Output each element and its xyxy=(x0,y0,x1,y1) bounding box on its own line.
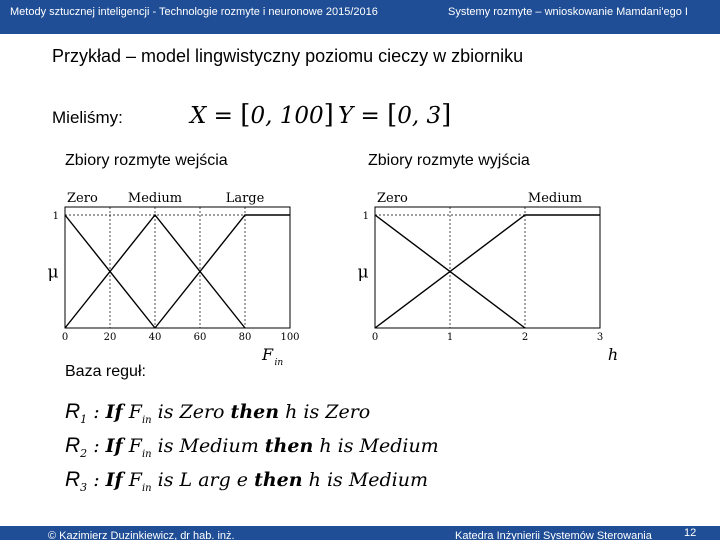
recap-label: Mieliśmy: xyxy=(52,108,123,127)
in-series-line-large xyxy=(155,215,290,328)
bracket-close: ] xyxy=(441,100,452,130)
header-topic: Systemy rozmyte – wnioskowanie Mamdani'ego I xyxy=(448,6,688,18)
rule-input-var: F xyxy=(128,435,142,457)
bracket-open: [ xyxy=(387,100,398,130)
output-membership-chart xyxy=(350,182,619,364)
rule-input-var: F xyxy=(128,469,142,491)
in-series-label: Zero xyxy=(67,191,98,206)
rule-input-var-sub: in xyxy=(141,448,152,460)
rule-if-keyword: If xyxy=(105,401,123,423)
rule-is-keyword: is xyxy=(337,435,354,457)
rule-input-set: Zero xyxy=(179,401,225,423)
in-y-tick-label: 1 xyxy=(52,211,59,222)
out-x-axis-label: h xyxy=(607,345,619,364)
in-x-tick-label: 40 xyxy=(148,332,162,343)
slide-title: Przykład – model lingwistyczny poziomu cieczy w zbiorniku xyxy=(52,46,524,66)
rule-then-keyword: then xyxy=(264,435,314,457)
rule-input-set: L arg e xyxy=(179,469,249,491)
bracket-close: ] xyxy=(323,100,334,130)
in-x-tick-label: 100 xyxy=(280,332,300,343)
slide-footer xyxy=(0,526,720,540)
header-course-title: Metody sztucznej inteligencji - Technologie rozmyte i neuronowe 2015/2016 xyxy=(10,6,378,18)
input-domain-equation: X = [0, 100] xyxy=(190,100,334,130)
rule-if-keyword: If xyxy=(105,435,123,457)
rule-then-keyword: then xyxy=(254,469,303,491)
rule-is-keyword: is xyxy=(303,401,320,423)
footer-author: © Kazimierz Duzinkiewicz, dr hab. inż. xyxy=(48,530,235,542)
rule-separator: : xyxy=(93,401,100,423)
out-series-label: Zero xyxy=(377,191,408,206)
rule-is-keyword: is xyxy=(326,469,343,491)
out-y-axis-label: μ xyxy=(357,262,369,283)
rule-output-set: Medium xyxy=(348,469,429,491)
rule-index: 3 xyxy=(80,480,88,494)
rule-3 xyxy=(65,468,428,494)
input-membership-chart xyxy=(40,182,300,368)
rule-name: R xyxy=(65,468,81,491)
output-domain-equation: Y = [0, 3] xyxy=(338,100,452,130)
in-y-axis-label: μ xyxy=(47,262,59,283)
input-domain-var: X xyxy=(190,103,207,129)
out-x-tick-label: 3 xyxy=(596,332,604,343)
rule-output-var: h xyxy=(319,435,332,457)
rule-is-keyword: is xyxy=(157,401,174,423)
rule-is-keyword: is xyxy=(157,469,174,491)
output-domain-var: Y xyxy=(338,103,354,129)
in-plot-frame xyxy=(65,207,290,328)
in-x-tick-label: 60 xyxy=(193,332,207,343)
in-x-axis-label-sub: in xyxy=(274,358,284,368)
in-series-label: Medium xyxy=(127,191,183,206)
out-y-tick-label: 1 xyxy=(362,211,369,222)
output-sets-heading: Zbiory rozmyte wyjścia xyxy=(368,152,530,169)
in-x-tick-label: 80 xyxy=(238,332,252,343)
rule-1 xyxy=(65,400,370,426)
slide-header xyxy=(0,0,720,34)
rule-name: R xyxy=(65,400,81,423)
rule-input-var-sub: in xyxy=(141,414,152,426)
rule-index: 2 xyxy=(80,446,88,460)
rule-input-var: F xyxy=(128,401,142,423)
out-x-tick-label: 1 xyxy=(446,332,454,343)
rule-index: 1 xyxy=(80,412,88,426)
rule-output-set: Medium xyxy=(359,435,439,457)
rule-output-var: h xyxy=(308,469,321,491)
input-domain-lo: 0 xyxy=(250,103,266,129)
input-sets-heading: Zbiory rozmyte wejścia xyxy=(65,152,228,169)
in-x-axis-label: F xyxy=(261,345,274,364)
rule-output-var: h xyxy=(285,401,298,423)
in-x-tick-label: 20 xyxy=(103,332,117,343)
rule-separator: : xyxy=(93,435,100,457)
output-domain-hi: 3 xyxy=(426,103,442,129)
rule-input-var-sub: in xyxy=(141,482,152,494)
out-plot-frame xyxy=(375,207,600,328)
rule-2 xyxy=(65,434,439,460)
rule-if-keyword: If xyxy=(105,469,123,491)
output-domain-lo: 0 xyxy=(397,103,412,129)
out-x-tick-label: 2 xyxy=(521,332,529,343)
rule-name: R xyxy=(65,434,81,457)
rule-base-heading: Baza reguł: xyxy=(65,363,146,380)
bracket-open: [ xyxy=(240,100,251,130)
in-series-label: Large xyxy=(225,191,265,206)
in-x-tick-label: 0 xyxy=(61,332,69,343)
out-x-tick-label: 0 xyxy=(371,332,379,343)
rule-input-set: Medium xyxy=(179,435,259,457)
rule-output-set: Zero xyxy=(325,401,371,423)
page-number: 12 xyxy=(684,527,697,539)
out-series-line-medium xyxy=(375,215,600,328)
input-domain-hi: 100 xyxy=(279,103,324,129)
rule-is-keyword: is xyxy=(157,435,174,457)
out-series-label: Medium xyxy=(527,191,583,206)
rule-then-keyword: then xyxy=(230,401,280,423)
rule-separator: : xyxy=(93,469,100,491)
footer-department: Katedra Inżynierii Systemów Sterowania xyxy=(455,530,652,542)
